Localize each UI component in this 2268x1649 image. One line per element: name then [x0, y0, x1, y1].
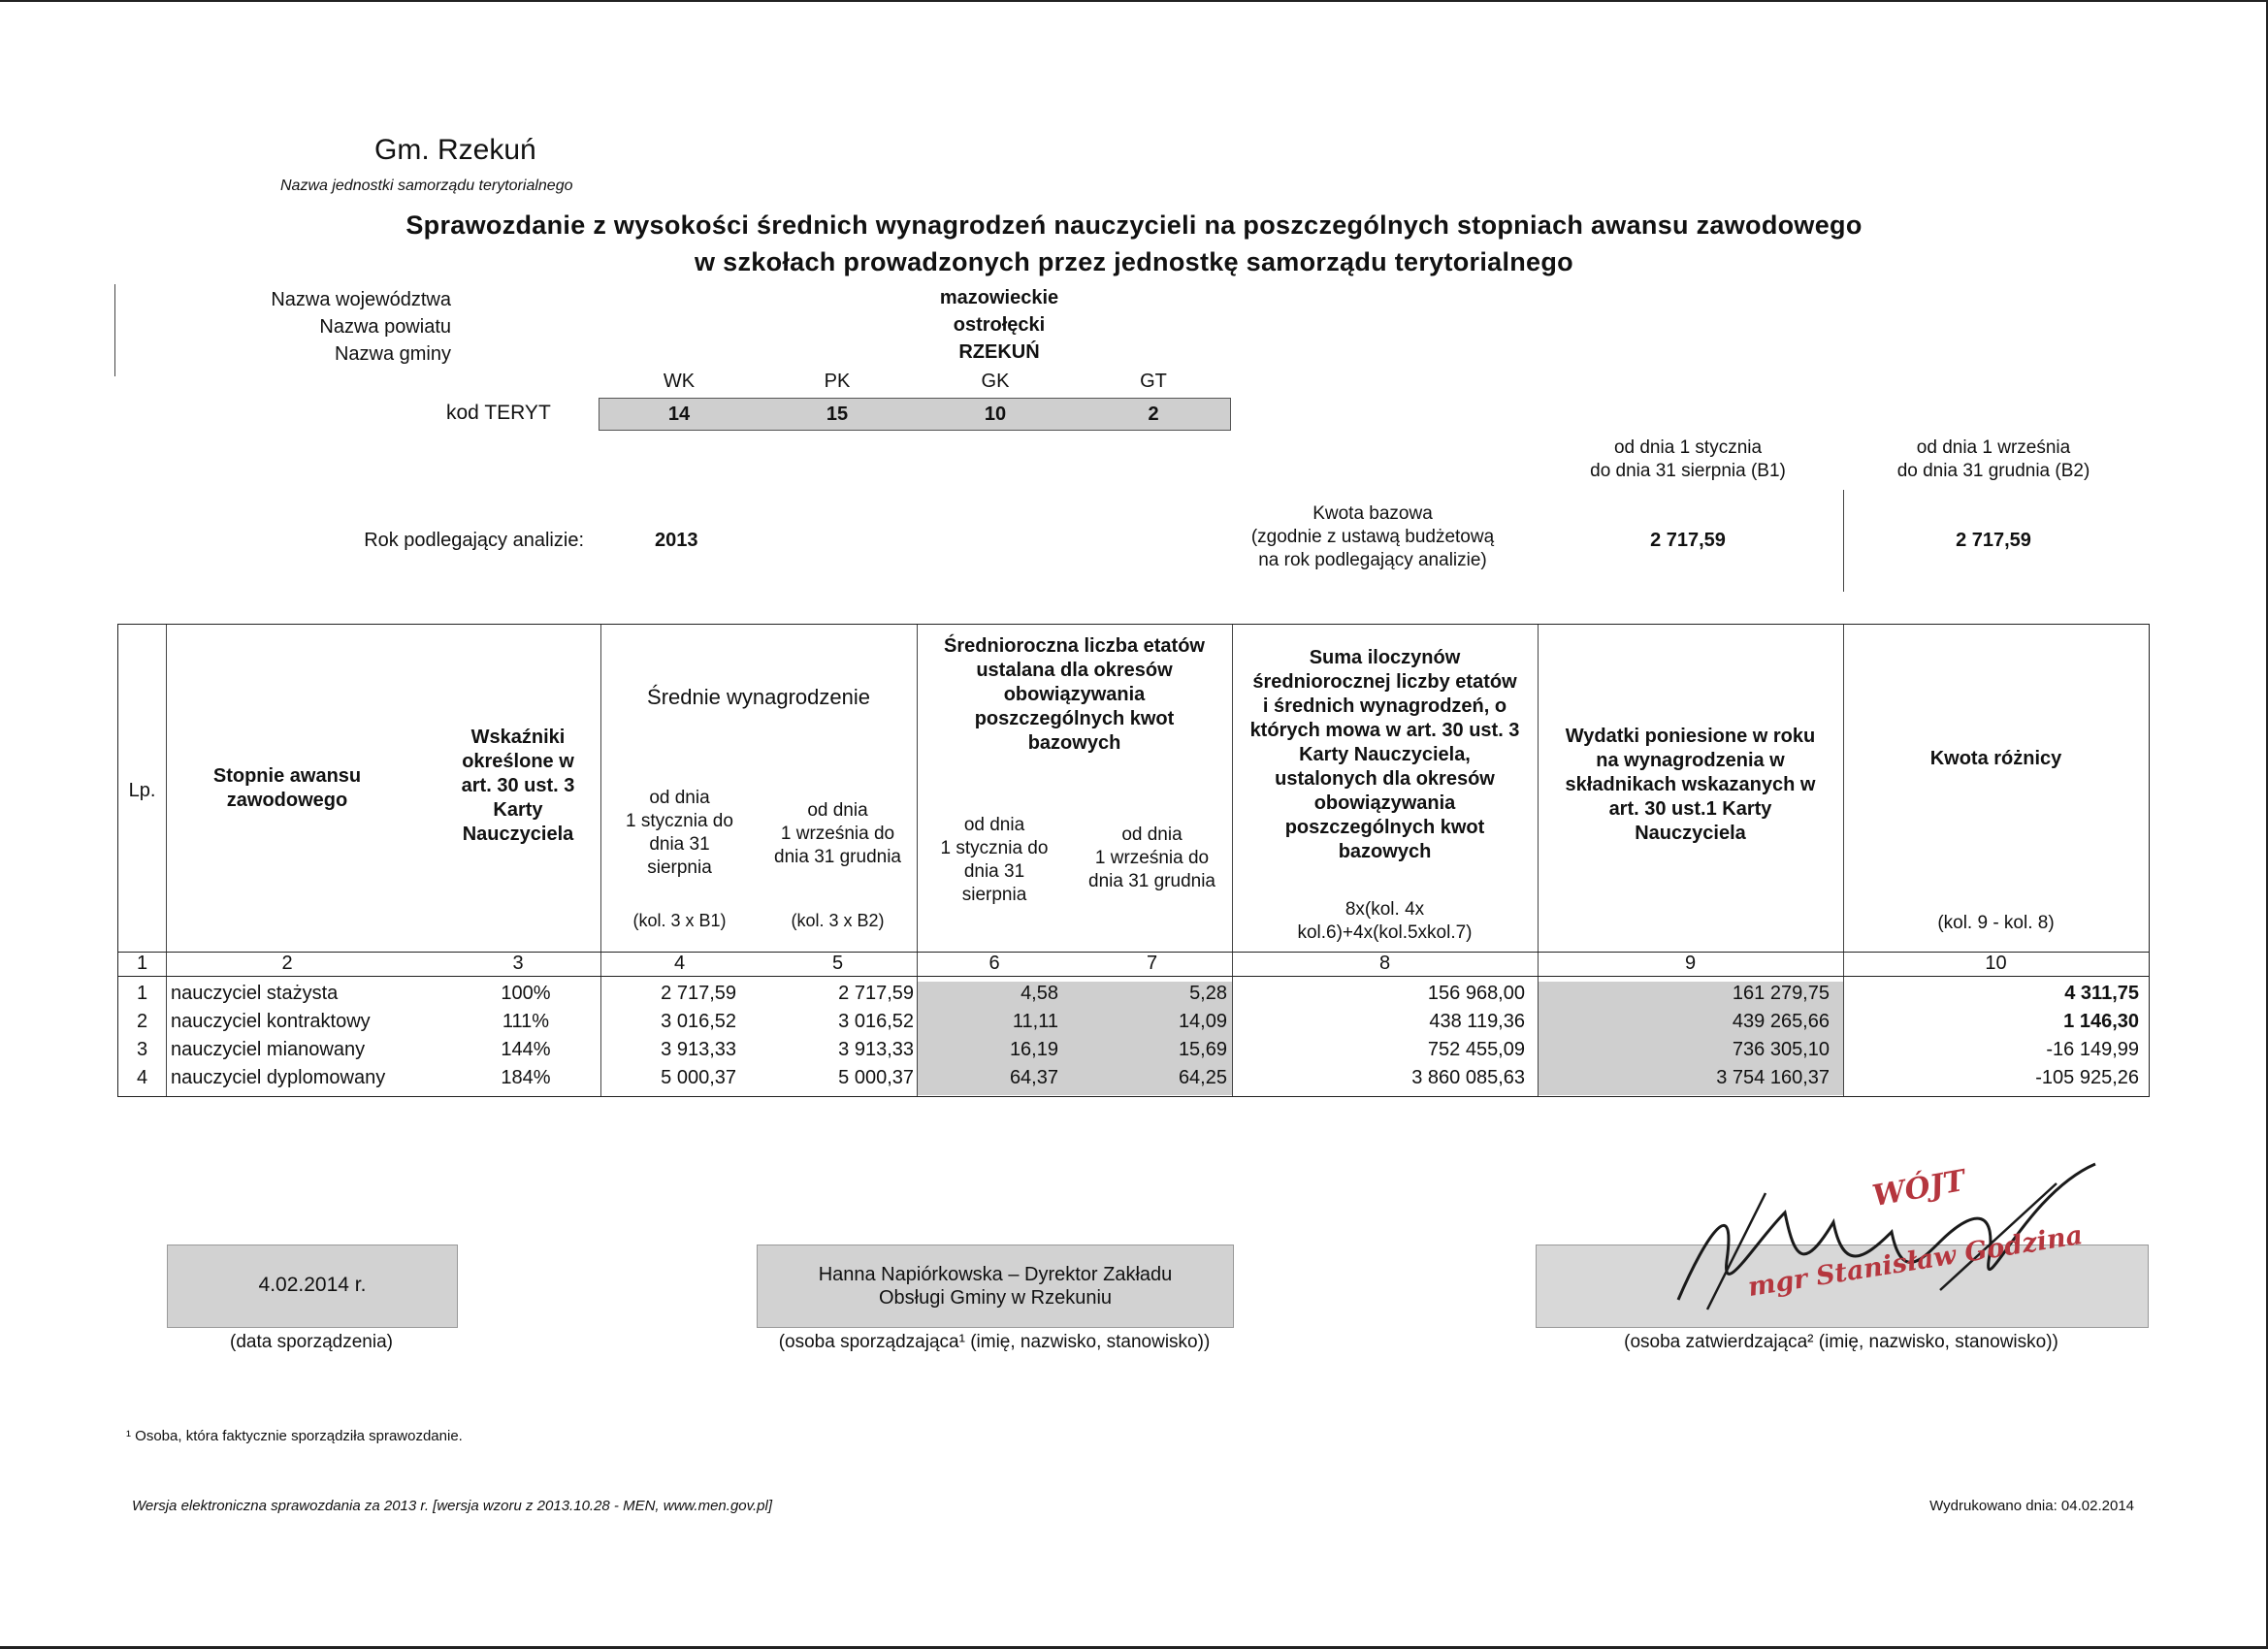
header-suma: [1232, 646, 1538, 864]
row-k7: 14,09: [1178, 1011, 1227, 1032]
report-title-line2: w szkołach prowadzonych przez jednostkę samorządu terytorialnego: [695, 247, 1573, 276]
row-k9: 439 265,66: [1732, 1011, 1830, 1032]
header-suma-line: Suma iloczynów: [1309, 647, 1461, 668]
col-number: 5: [831, 953, 844, 974]
header-srednie-b1-line: 1 stycznia do: [626, 811, 733, 831]
col-number: 10: [1985, 953, 2007, 974]
row-k6: 16,19: [1009, 1039, 1058, 1060]
date-box: [167, 1245, 458, 1328]
header-suma-line: których mowa w art. 30 ust. 3: [1249, 720, 1520, 741]
header-roznica: Kwota różnicy: [1929, 748, 2062, 769]
col-number: 2: [281, 953, 293, 974]
approver-caption: (osoba zatwierdzająca² (imię, nazwisko, stanowisko)): [1624, 1332, 2058, 1352]
preparer-box: [757, 1245, 1234, 1328]
row-k4: 2 717,59: [661, 983, 736, 1004]
header-roznica-formula: (kol. 9 - kol. 8): [1937, 913, 2055, 933]
date-caption: (data sporządzenia): [230, 1332, 393, 1352]
row-k5: 2 717,59: [838, 983, 914, 1004]
row-wskaznik: 144%: [501, 1039, 551, 1060]
teryt-header-gk: GK: [981, 371, 1010, 392]
row-k6: 64,37: [1009, 1067, 1058, 1088]
header-etaty-b1-line: dnia 31: [963, 861, 1025, 882]
header-etaty-b1-line: 1 stycznia do: [940, 838, 1049, 858]
footnote: ¹ Osoba, która faktycznie sporządziła sprawozdanie.: [126, 1428, 463, 1444]
period-b2-line2: do dnia 31 grudnia (B2): [1896, 461, 2090, 481]
row-k8: 438 119,36: [1429, 1011, 1525, 1032]
header-wskazniki-line: określone w: [462, 751, 574, 772]
report-title-line1: Sprawozdanie z wysokości średnich wynagrodzeń nauczycieli na poszczególnych stopniach awansu zawodowego: [405, 210, 1863, 240]
row-k10: 1 146,30: [2063, 1011, 2139, 1032]
header-etaty-b1-line: od dnia: [963, 815, 1025, 835]
period-b2-heading: [1848, 436, 2139, 483]
base-amount-line1: Kwota bazowa: [1312, 503, 1433, 524]
row-k4: 5 000,37: [661, 1067, 736, 1088]
header-suma-formula-line: kol.6)+4x(kol.5xkol.7): [1297, 922, 1473, 943]
base-amount-line2: (zgodnie z ustawą budżetową: [1250, 527, 1495, 547]
header-suma-formula-line: 8x(kol. 4x: [1345, 899, 1425, 920]
col-line: [166, 625, 167, 1096]
voivodeship-label: Nazwa województwa: [271, 289, 451, 310]
base-amount-b2: 2 717,59: [1956, 530, 2031, 551]
header-srednie-b1-line: sierpnia: [647, 857, 712, 878]
row-k7: 5,28: [1189, 983, 1227, 1004]
teryt-label: kod TERYT: [446, 402, 551, 424]
unit-caption: Nazwa jednostki samorządu terytorialnego: [280, 178, 573, 194]
row-k10: -105 925,26: [2035, 1067, 2139, 1088]
header-suma-line: bazowych: [1338, 841, 1432, 862]
commune-label: Nazwa gminy: [334, 343, 451, 365]
header-etaty-b2: [1072, 824, 1232, 893]
teryt-header-gt: GT: [1140, 371, 1167, 392]
row-k7: 15,69: [1178, 1039, 1227, 1060]
header-wskazniki-line: Wskaźniki: [470, 727, 566, 748]
header-srednie-b2-line: dnia 31 grudnia: [774, 847, 901, 867]
row-k10: 4 311,75: [2064, 983, 2139, 1004]
header-srednie-b2-line: od dnia: [807, 800, 868, 821]
row-k4: 3 016,52: [661, 1011, 736, 1032]
version-note: Wersja elektroniczna sprawozdania za 2013 r. [wersja wzoru z 2013.10.28 - MEN, www.men.gov.pl]: [132, 1498, 773, 1514]
voivodeship-value: mazowieckie: [939, 287, 1059, 308]
header-suma-line: poszczególnych kwot: [1284, 817, 1485, 838]
header-lp: Lp.: [128, 780, 156, 801]
period-b1-heading: [1542, 436, 1833, 483]
base-amount-label: [1193, 502, 1552, 572]
row-k9: 3 754 160,37: [1716, 1067, 1830, 1088]
header-etaty-b1: [917, 814, 1072, 907]
row-stopien: nauczyciel mianowany: [171, 1039, 366, 1060]
header-wydatki-line: Wydatki poniesione w roku: [1565, 726, 1816, 747]
header-suma-line: obowiązywania: [1313, 792, 1456, 814]
col-number: 4: [673, 953, 686, 974]
header-etaty-line: bazowych: [1027, 732, 1121, 754]
approver-title: WÓJT: [1869, 1163, 1968, 1214]
margin-line: [114, 284, 115, 376]
row-wskaznik: 100%: [501, 983, 551, 1004]
salary-table: [117, 624, 2150, 1097]
teryt-code-box: [599, 398, 1231, 431]
header-wydatki-line: art. 30 ust.1 Karty: [1608, 798, 1772, 820]
year-label: Rok podlegający analizie:: [364, 530, 584, 551]
col-number: 6: [988, 953, 1000, 974]
county-value: ostrołęcki: [953, 314, 1046, 336]
row-lp: 4: [136, 1067, 148, 1088]
teryt-header-wk: WK: [663, 371, 696, 392]
row-k9: 736 305,10: [1732, 1039, 1830, 1060]
row-lp: 3: [136, 1039, 148, 1060]
header-wydatki: [1538, 725, 1843, 846]
header-srednie-b1-formula: (kol. 3 x B1): [632, 911, 727, 930]
row-k8: 752 455,09: [1427, 1039, 1525, 1060]
row-k4: 3 913,33: [661, 1039, 736, 1060]
row-stopien: nauczyciel dyplomowany: [171, 1067, 386, 1088]
header-etaty-line: ustalana dla okresów: [976, 660, 1173, 681]
row-k8: 156 968,00: [1427, 983, 1525, 1004]
header-wskazniki-line: Nauczyciela: [462, 824, 574, 845]
county-label: Nazwa powiatu: [319, 316, 451, 338]
period-divider: [1843, 490, 1844, 592]
header-srednie-b2-line: 1 września do: [780, 824, 895, 844]
row-k8: 3 860 085,63: [1411, 1067, 1525, 1088]
header-suma-line: ustalonych dla okresów: [1275, 768, 1495, 790]
row-wskaznik: 184%: [501, 1067, 551, 1088]
header-etaty-line: obowiązywania: [1003, 684, 1146, 705]
unit-name: Gm. Rzekuń: [374, 134, 536, 166]
preparer-text: [758, 1263, 1233, 1310]
header-suma-formula: [1232, 898, 1538, 945]
header-etaty-line: poszczególnych kwot: [974, 708, 1175, 729]
header-stopnie-line: Stopnie awansu: [212, 765, 362, 787]
header-wydatki-line: Nauczyciela: [1635, 823, 1746, 844]
header-suma-line: i średnich wynagrodzeń, o: [1262, 695, 1507, 717]
row-k6: 11,11: [1012, 1011, 1058, 1032]
period-b2-line1: od dnia 1 września: [1916, 437, 2071, 458]
approver-name: mgr Stanisław Godzina: [1745, 1219, 2086, 1304]
year-value: 2013: [655, 530, 698, 551]
header-wydatki-line: na wynagrodzenia w: [1596, 750, 1785, 771]
row-k5: 3 016,52: [838, 1011, 914, 1032]
preparer-line1: Hanna Napiórkowska – Dyrektor Zakładu: [818, 1264, 1173, 1285]
row-k5: 3 913,33: [838, 1039, 914, 1060]
header-wydatki-line: składnikach wskazanych w: [1565, 774, 1816, 795]
teryt-value-gk: 10: [984, 404, 1007, 425]
teryt-header-pk: PK: [824, 371, 851, 392]
print-date: Wydrukowano dnia: 04.02.2014: [1929, 1498, 2134, 1514]
col-number: 1: [136, 953, 148, 974]
teryt-value-gt: 2: [1148, 404, 1159, 425]
header-etaty: [917, 634, 1232, 756]
page-border-top: [0, 0, 2268, 2]
row-k6: 4,58: [1021, 983, 1058, 1004]
row-stopien: nauczyciel stażysta: [171, 983, 339, 1004]
header-etaty-line: Średnioroczna liczba etatów: [944, 635, 1205, 657]
base-amount-line3: na rok podlegający analizie): [1258, 550, 1487, 570]
date-value: 4.02.2014 r.: [258, 1274, 367, 1296]
header-wskazniki-line: Karty: [493, 799, 543, 821]
row-lp: 1: [136, 983, 148, 1004]
header-wskazniki: [438, 726, 598, 847]
header-suma-line: średniorocznej liczby etatów: [1252, 671, 1517, 693]
teryt-value-pk: 15: [826, 404, 849, 425]
row-line: [118, 976, 2149, 977]
row-stopien: nauczyciel kontraktowy: [171, 1011, 371, 1032]
preparer-caption: (osoba sporządzająca¹ (imię, nazwisko, stanowisko)): [778, 1332, 1211, 1352]
base-amount-b1: 2 717,59: [1650, 530, 1726, 551]
header-srednie-b1: [600, 787, 759, 880]
row-k10: -16 149,99: [2046, 1039, 2139, 1060]
row-k5: 5 000,37: [838, 1067, 914, 1088]
col-number: 8: [1378, 953, 1391, 974]
header-stopnie-line: zawodowego: [226, 790, 348, 811]
col-number: 3: [512, 953, 524, 974]
teryt-value-wk: 14: [667, 404, 691, 425]
header-srednie-b1-line: od dnia: [649, 788, 710, 808]
col-number: 9: [1684, 953, 1697, 974]
header-srednie-b2-formula: (kol. 3 x B2): [791, 911, 885, 930]
col-number: 7: [1146, 953, 1158, 974]
header-etaty-b1-line: sierpnia: [961, 885, 1027, 905]
header-wskazniki-line: art. 30 ust. 3: [461, 775, 575, 796]
header-suma-line: Karty Nauczyciela,: [1299, 744, 1471, 765]
period-b1-line2: do dnia 31 sierpnia (B1): [1590, 461, 1786, 481]
header-etaty-b2-line: 1 września do: [1094, 848, 1210, 868]
row-lp: 2: [136, 1011, 148, 1032]
header-srednie-b2: [759, 799, 917, 869]
period-b1-line1: od dnia 1 stycznia: [1613, 437, 1763, 458]
row-wskaznik: 111%: [502, 1011, 550, 1032]
header-srednie: Średnie wynagrodzenie: [647, 685, 870, 709]
header-stopnie: [166, 764, 408, 813]
header-srednie-b1-line: dnia 31: [649, 834, 710, 855]
header-etaty-b2-line: od dnia: [1121, 824, 1183, 845]
commune-value: RZEKUŃ: [958, 341, 1040, 363]
preparer-line2: Obsługi Gminy w Rzekuniu: [878, 1287, 1113, 1309]
row-k9: 161 279,75: [1732, 983, 1830, 1004]
header-etaty-b2-line: dnia 31 grudnia: [1088, 871, 1215, 891]
row-k7: 64,25: [1178, 1067, 1227, 1088]
